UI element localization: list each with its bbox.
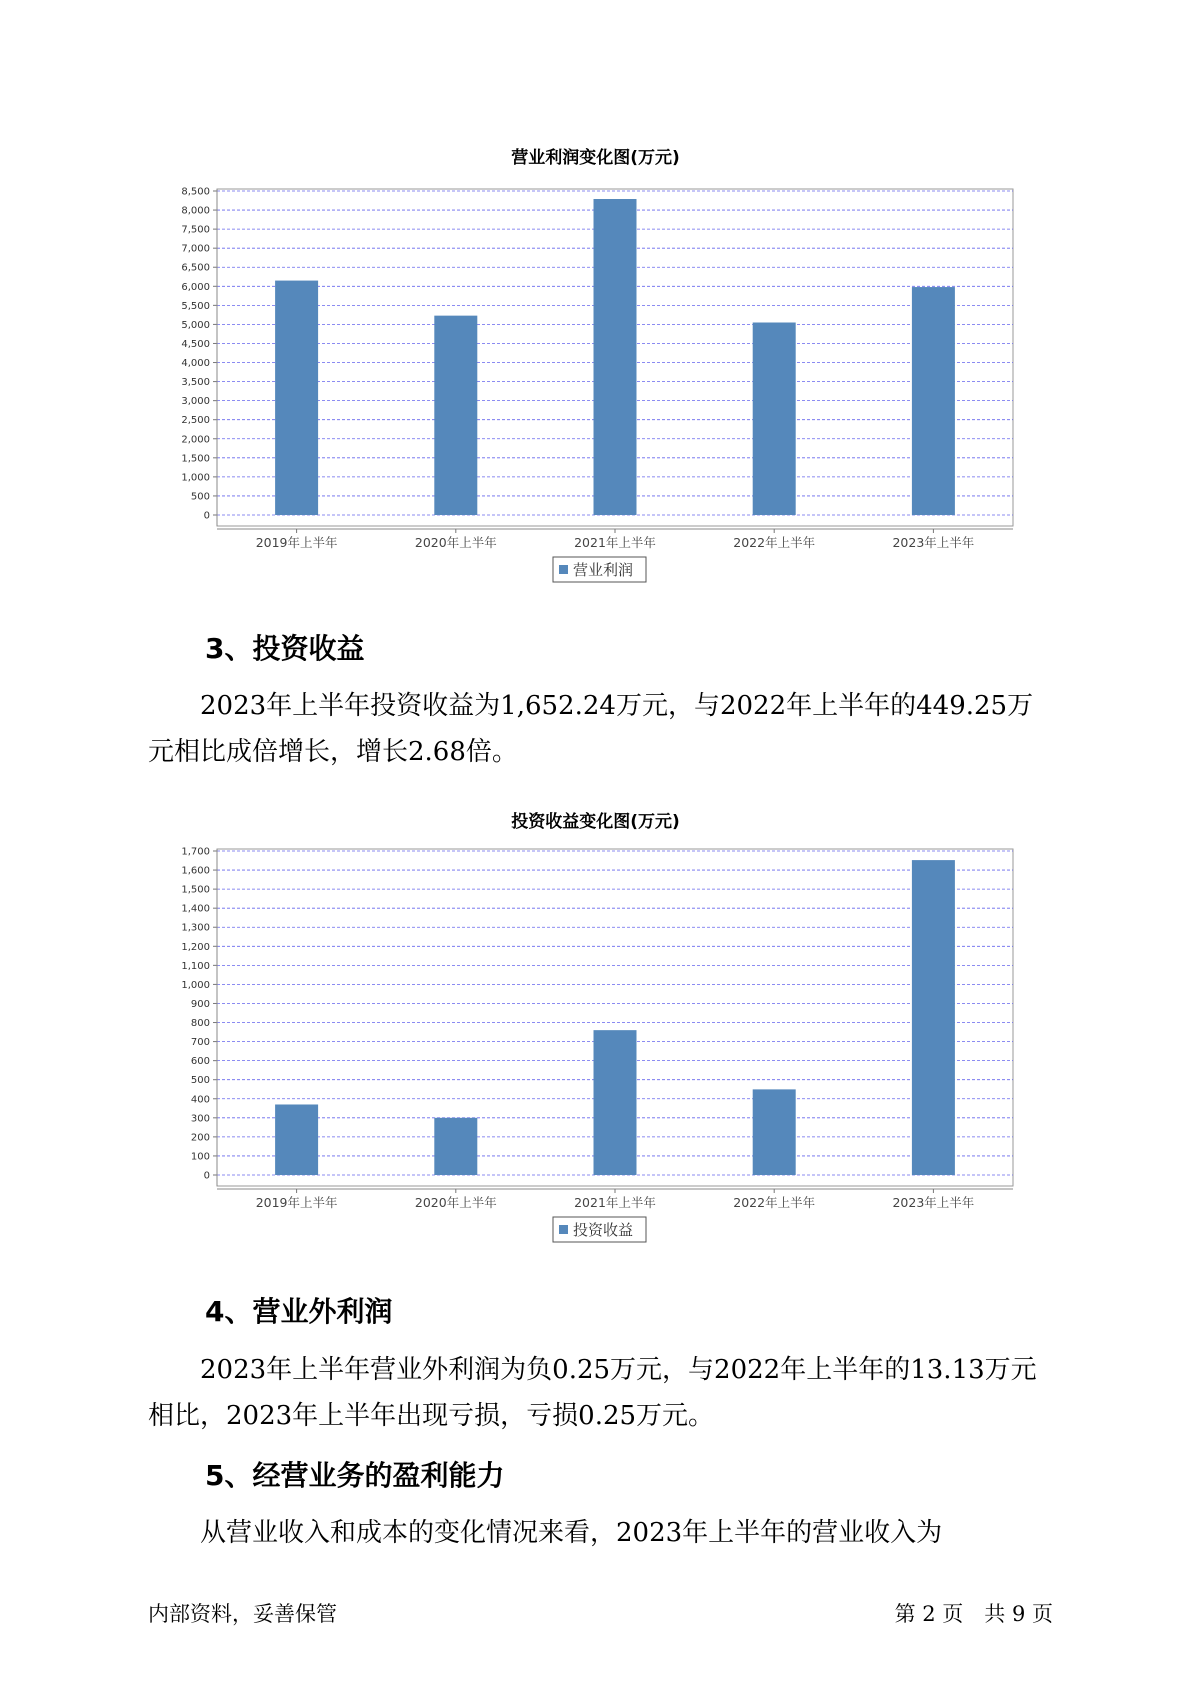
y-tick-label: 400: [190, 1094, 210, 1106]
section-4-line-2: 相比，2023年上半年出现亏损，亏损0.25万元。: [148, 1401, 715, 1431]
x-tick-label: 2021年上半年: [574, 1195, 656, 1210]
y-tick-label: 7,500: [181, 224, 210, 236]
section-3-line-2: 元相比成倍增长，增长2.68倍。: [148, 737, 518, 767]
bar-2019年上半年: [275, 281, 318, 515]
section-5-heading: 5、经营业务的盈利能力: [205, 1459, 505, 1492]
y-tick-label: 6,000: [181, 281, 210, 293]
bar-2023年上半年: [912, 287, 955, 515]
chart-title-investment-income: 投资收益变化图(万元): [511, 812, 680, 832]
y-tick-label: 200: [190, 1132, 210, 1144]
y-tick-label: 0: [203, 510, 210, 522]
x-tick-label: 2019年上半年: [255, 535, 338, 550]
bar-2021年上半年: [594, 1030, 637, 1175]
y-tick-label: 1,000: [181, 472, 210, 484]
y-tick-label: 2,000: [181, 434, 210, 446]
y-tick-label: 0: [203, 1170, 210, 1182]
bar-2023年上半年: [912, 860, 955, 1175]
chart-title-operating-profit: 营业利润变化图(万元): [511, 148, 680, 168]
y-tick-label: 5,000: [181, 319, 210, 331]
y-tick-label: 8,500: [181, 186, 210, 198]
y-tick-label: 100: [190, 1151, 210, 1163]
y-tick-label: 2,500: [181, 415, 210, 427]
y-tick-label: 1,300: [181, 922, 210, 934]
footer-page-number: 第 2 页 共 9 页: [894, 1602, 1053, 1626]
section-3-line-1: 2023年上半年投资收益为1,652.24万元，与2022年上半年的449.25万: [200, 691, 1034, 721]
x-tick-label: 2023年上半年: [892, 535, 975, 550]
section-4-line-1: 2023年上半年营业外利润为负0.25万元，与2022年上半年的13.13万元: [200, 1355, 1037, 1385]
y-tick-label: 6,500: [181, 262, 210, 274]
x-tick-label: 2019年上半年: [255, 1195, 338, 1210]
y-tick-label: 7,000: [181, 243, 210, 255]
y-tick-label: 500: [190, 1075, 210, 1087]
x-tick-label: 2022年上半年: [733, 1195, 816, 1210]
y-tick-label: 8,000: [181, 205, 210, 217]
y-tick-label: 4,000: [181, 358, 210, 370]
x-tick-label: 2020年上半年: [414, 535, 497, 550]
bar-2022年上半年: [753, 1089, 796, 1175]
footer-confidential-note: 内部资料，妥善保管: [148, 1602, 337, 1626]
y-tick-label: 600: [190, 1056, 210, 1068]
section-4-heading: 4、营业外利润: [205, 1295, 393, 1328]
y-tick-label: 1,700: [181, 846, 210, 858]
y-tick-label: 1,200: [181, 941, 210, 953]
legend-swatch: [559, 565, 568, 574]
investment-income-chart: [0, 660, 1191, 1260]
x-tick-label: 2022年上半年: [733, 535, 816, 550]
legend-label: 营业利润: [573, 561, 634, 579]
section-5-paragraph: [148, 1510, 1068, 1556]
y-tick-label: 4,500: [181, 338, 210, 350]
legend-label: 投资收益: [573, 1221, 634, 1239]
y-tick-label: 5,500: [181, 300, 210, 312]
bar-2019年上半年: [275, 1104, 318, 1175]
operating-profit-chart: [0, 0, 1191, 600]
y-tick-label: 700: [190, 1037, 210, 1049]
y-tick-label: 1,400: [181, 903, 210, 915]
section-5-line-1: 从营业收入和成本的变化情况来看，2023年上半年的营业收入为: [200, 1518, 943, 1548]
y-tick-label: 1,500: [181, 884, 210, 896]
x-tick-label: 2023年上半年: [892, 1195, 975, 1210]
bar-2020年上半年: [434, 1118, 477, 1175]
y-tick-label: 300: [190, 1113, 210, 1125]
bar-2021年上半年: [594, 199, 637, 515]
y-tick-label: 3,000: [181, 396, 210, 408]
x-tick-label: 2020年上半年: [414, 1195, 497, 1210]
y-tick-label: 1,100: [181, 960, 210, 972]
y-tick-label: 1,600: [181, 865, 210, 877]
y-tick-label: 500: [190, 491, 210, 503]
legend-swatch: [559, 1225, 568, 1234]
bar-2022年上半年: [753, 323, 796, 515]
x-tick-label: 2021年上半年: [574, 535, 656, 550]
y-tick-label: 800: [190, 1018, 210, 1030]
y-tick-label: 3,500: [181, 377, 210, 389]
y-tick-label: 900: [190, 998, 210, 1010]
y-tick-label: 1,500: [181, 453, 210, 465]
bar-2020年上半年: [434, 316, 477, 515]
y-tick-label: 1,000: [181, 979, 210, 991]
section-3-heading: 3、投资收益: [205, 632, 365, 665]
section-4-paragraph: [148, 1347, 1068, 1439]
